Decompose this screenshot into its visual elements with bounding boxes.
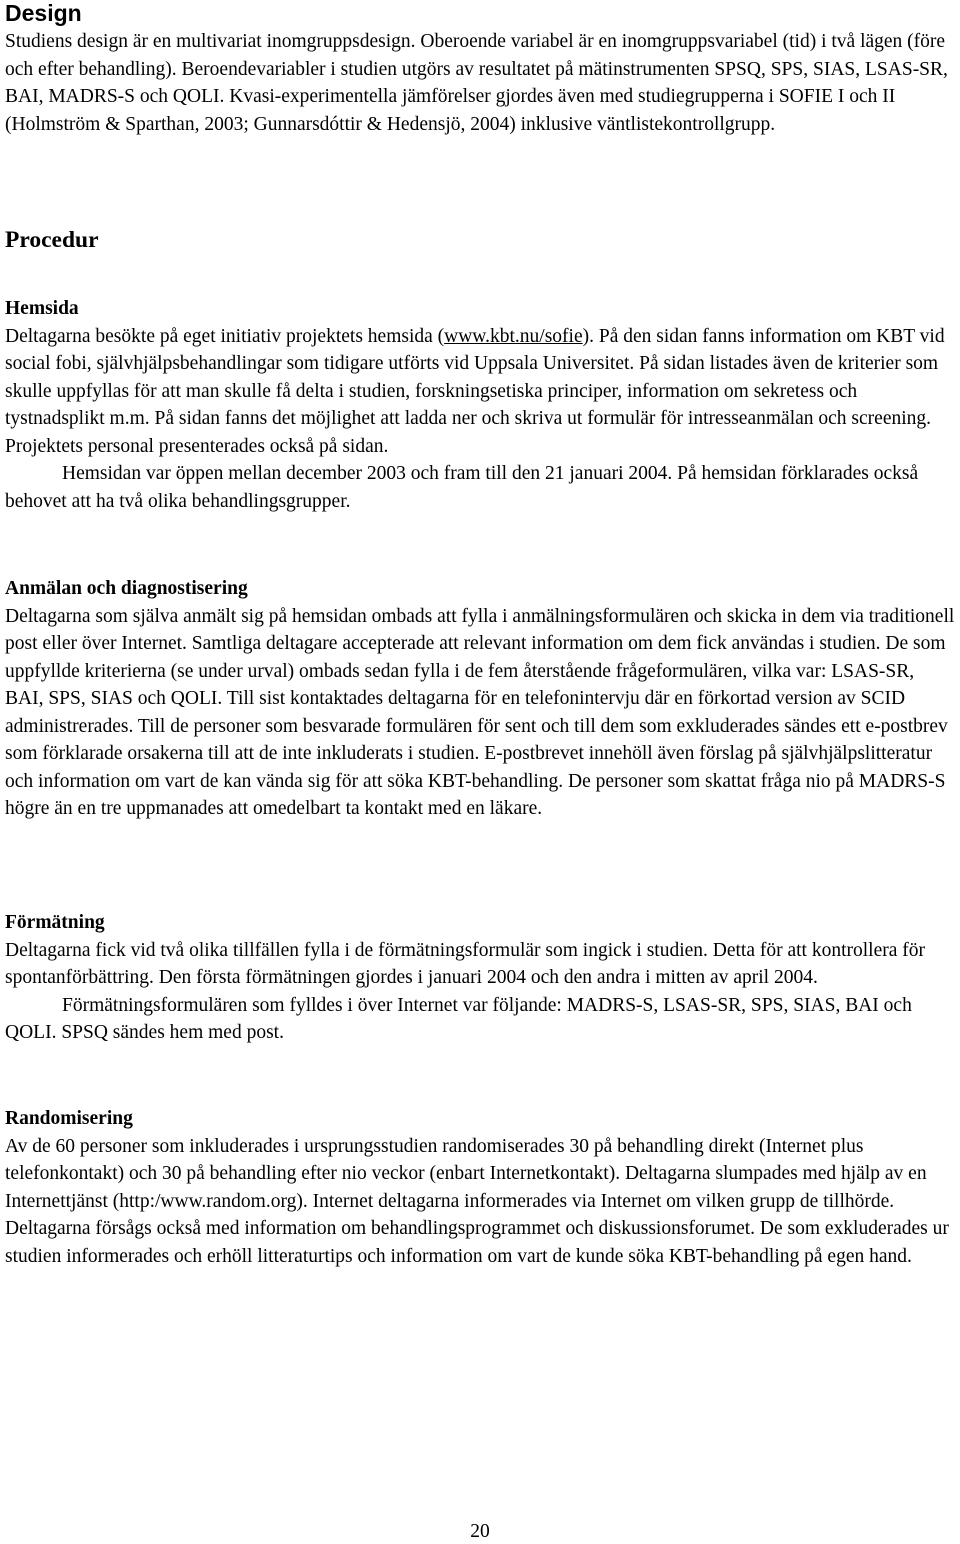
paragraph-formatning-1: Deltagarna fick vid två olika tillfällen fylla i de förmätningsformulär som ingick i studien. Detta för att kontrollera för spontanförbättring. Den första förmätningen gjordes i januari 2004 och den andra i mitten av april 2004. — [5, 939, 926, 988]
paragraph-anmalan: Deltagarna som själva anmält sig på hemsidan ombads att fylla i anmälningsformulären och skicka in dem via traditionell post eller över Internet. Samtliga deltagare accepterade att relevant information om dem fick användas i studien. De som uppfyllde kriterierna (se under urval) ombads sedan fylla i de fem återstående frågeformulären, vilka var: LSAS-SR, BAI, SPS, SIAS och QOLI. Till sist kontaktades deltagarna för en telefonintervju där en förkortad version av SCID administrerades. Till de personer som besvarade formulären för sent och till dem som exkluderades sändes ett e-postbrev som förklarade orsakerna till att de inte inkluderats i studien. E-postbrevet innehöll även förslag på självhjälpslitteratur och information om vart de kan vända sig för att söka KBT-behandling. De personer som skattat fråga nio på MADRS-S högre än en tre uppmanades att omedelbart ta kontakt med en läkare. — [5, 605, 955, 819]
heading-procedur: Procedur — [5, 227, 99, 253]
heading-hemsida: Hemsida — [5, 298, 79, 319]
hemsida-text-after-link: ). På den sidan fanns information om KBT vid social fobi, självhjälpsbehandlingar som tidigare utförts vid Uppsala Universitet. På sidan listades även de kriterier som skulle uppfyllas för att man skulle få delta i studien, forskningsetiska principer, information om sekretess och tystnadsplikt m.m. På sidan fanns det möjlighet att ladda ner och skriva ut formulär för intresseanmälan och screening. Projektets personal presenterades också på sidan. — [5, 325, 945, 457]
paragraph-design-part1: Studiens design är en multivariat inomgruppsdesign. Oberoende variabel är en inomgruppsvariabel (tid) i två lägen (före och efter behandling). Beroendevariabler i studien utgörs av resultatet på mätinstrumenten SPSQ, SPS, SIAS, LSAS-SR, BAI, MADRS-S och QOLI. — [5, 31, 948, 107]
heading-anmalan: Anmälan och diagnostisering — [5, 578, 248, 599]
paragraph-hemsida-1 — [5, 323, 955, 461]
hemsida-link[interactable]: www.kbt.nu/sofie — [444, 325, 583, 347]
heading-formatning: Förmätning — [5, 912, 105, 933]
page-number: 20 — [470, 1521, 490, 1542]
paragraph-formatning-2: Förmätningsformulären som fylldes i över Internet var följande: MADRS-S, LSAS-SR, SPS, SIAS, BAI och QOLI. SPSQ sändes hem med post. — [5, 994, 912, 1043]
section-randomisering — [5, 1105, 955, 1270]
section-formatning — [5, 909, 955, 1047]
section-design — [5, 0, 955, 138]
paragraph-design-part2: Kvasi-experimentella jämförelser gjordes även med studiegrupperna i SOFIE I och II (Holmström & Sparthan, 2003; Gunnarsdóttir & Hedensjö, 2004) inklusive väntlistekontrollgrupp. — [5, 86, 896, 135]
hemsida-text-before-link: Deltagarna besökte på eget initiativ projektets hemsida ( — [5, 325, 445, 347]
paragraph-hemsida-2: Hemsidan var öppen mellan december 2003 och fram till den 21 januari 2004. På hemsidan förklarades också behovet att ha två olika behandlingsgrupper. — [5, 463, 919, 512]
heading-randomisering: Randomisering — [5, 1108, 133, 1129]
paragraph-randomisering: Av de 60 personer som inkluderades i ursprungsstudien randomiserades 30 på behandling direkt (Internet plus telefonkontakt) och 30 på behandling efter nio veckor (enbart Internetkontakt). Deltagarna slumpades med hjälp av en Internettjänst (http:/www.random.org). Internet deltagarna informerades via Internet om vilken grupp de tillhörde. Deltagarna försågs också med information om behandlingsprogrammet och diskussionsforumet. De som exkluderades ur studien informerades och erhöll litteraturtips och information om vart de kunde söka KBT-behandling på egen hand. — [5, 1135, 949, 1267]
section-anmalan — [5, 575, 955, 823]
paragraph-design — [5, 28, 955, 138]
section-hemsida — [5, 295, 955, 515]
heading-design: Design — [5, 0, 82, 26]
